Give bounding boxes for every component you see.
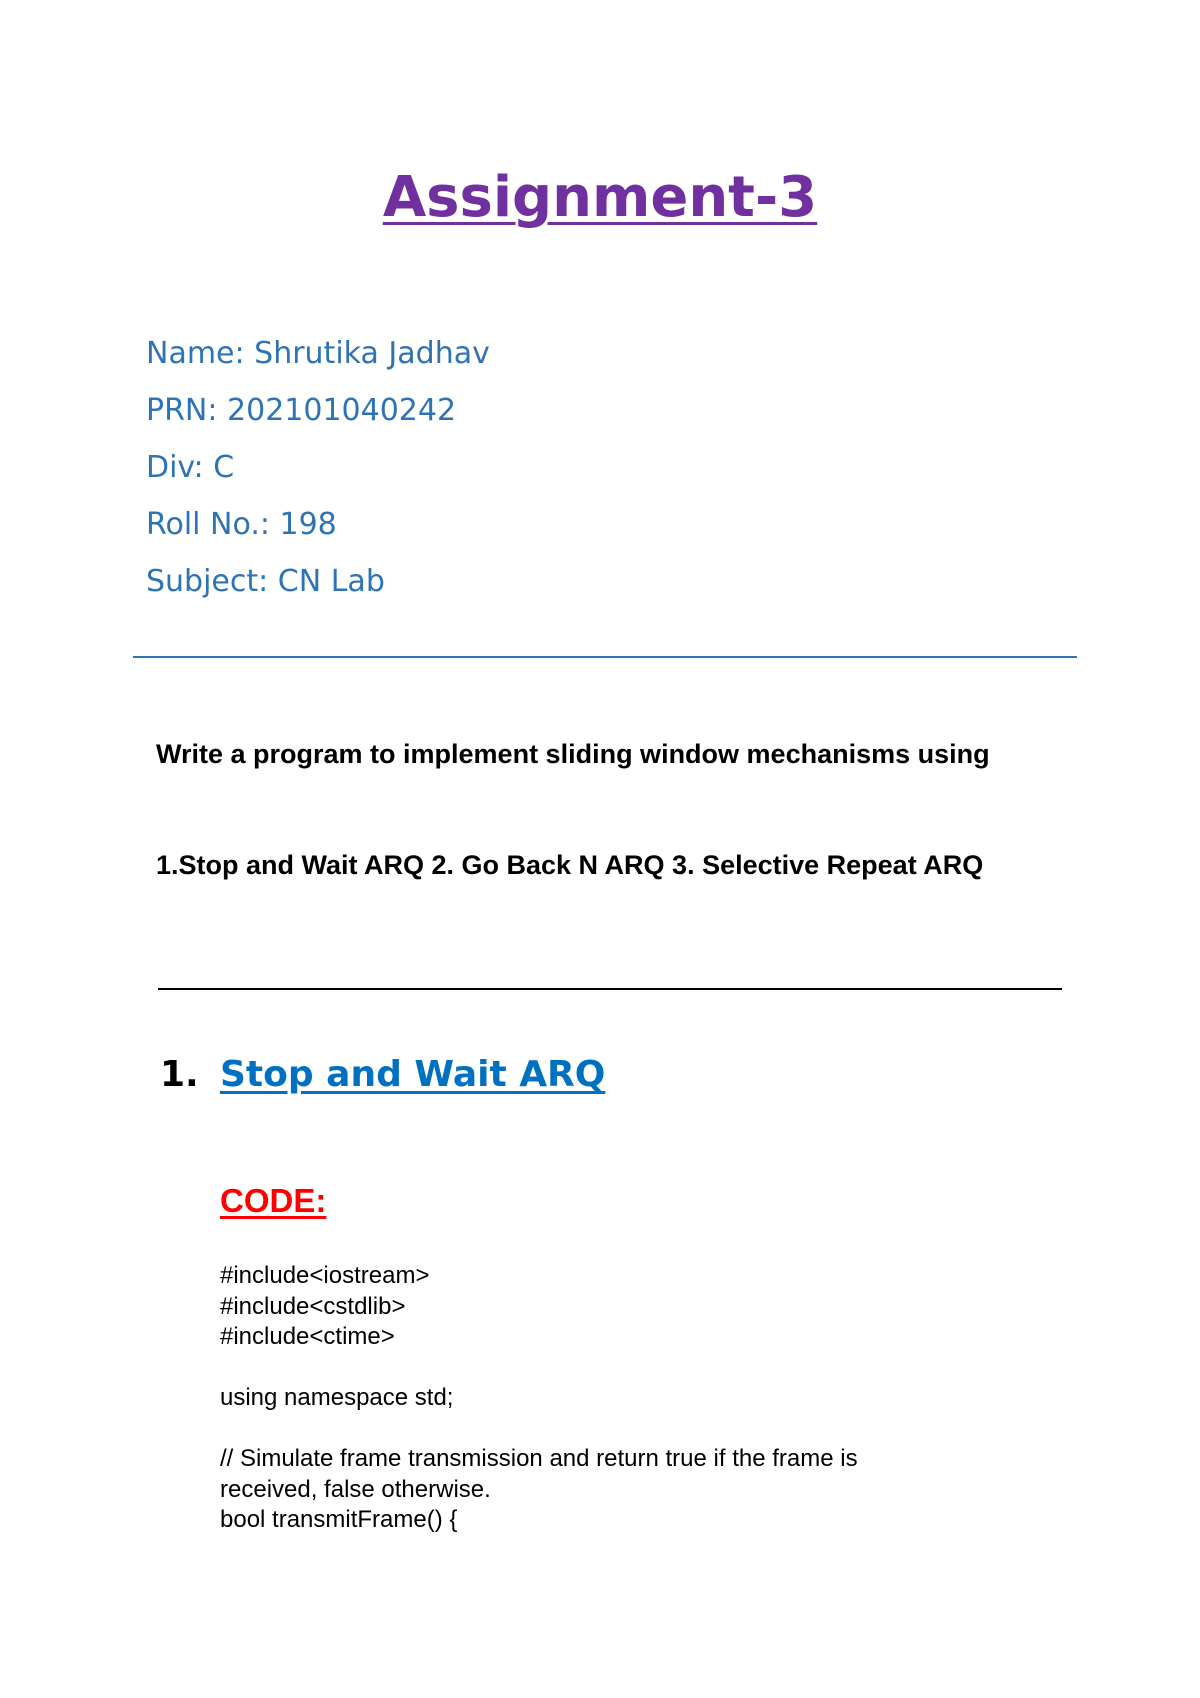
question-text-line-1: Write a program to implement sliding window mechanisms using: [156, 739, 990, 769]
divider-line-blue: [133, 656, 1077, 658]
student-subject: Subject: CN Lab: [146, 564, 385, 599]
student-div: Div: C: [146, 450, 235, 485]
code-line: #include<ctime>: [220, 1323, 395, 1350]
code-line: #include<cstdlib>: [220, 1292, 406, 1320]
code-line: // Simulate frame transmission and return true if the frame is: [220, 1445, 858, 1472]
student-prn: PRN: 202101040242: [146, 393, 457, 428]
assignment-title: Assignment-3: [382, 165, 818, 230]
question-text-line-2: 1.Stop and Wait ARQ 2. Go Back N ARQ 3. Selective Repeat ARQ: [156, 850, 984, 880]
code-line: received, false otherwise.: [220, 1475, 491, 1503]
code-line: bool transmitFrame() {: [220, 1506, 458, 1533]
code-line: [220, 1414, 1060, 1445]
student-roll-no: Roll No.: 198: [146, 507, 337, 542]
code-label: CODE:: [220, 1182, 327, 1219]
divider-line-black: [158, 988, 1062, 990]
section-title: Stop and Wait ARQ: [220, 1054, 606, 1095]
section-number: 1.: [160, 1054, 199, 1095]
code-line: #include<iostream>: [220, 1262, 430, 1289]
code-block: [220, 1261, 1060, 1536]
code-line: using namespace std;: [220, 1384, 454, 1411]
code-line: [220, 1353, 1060, 1384]
student-name: Name: Shrutika Jadhav: [146, 336, 490, 371]
